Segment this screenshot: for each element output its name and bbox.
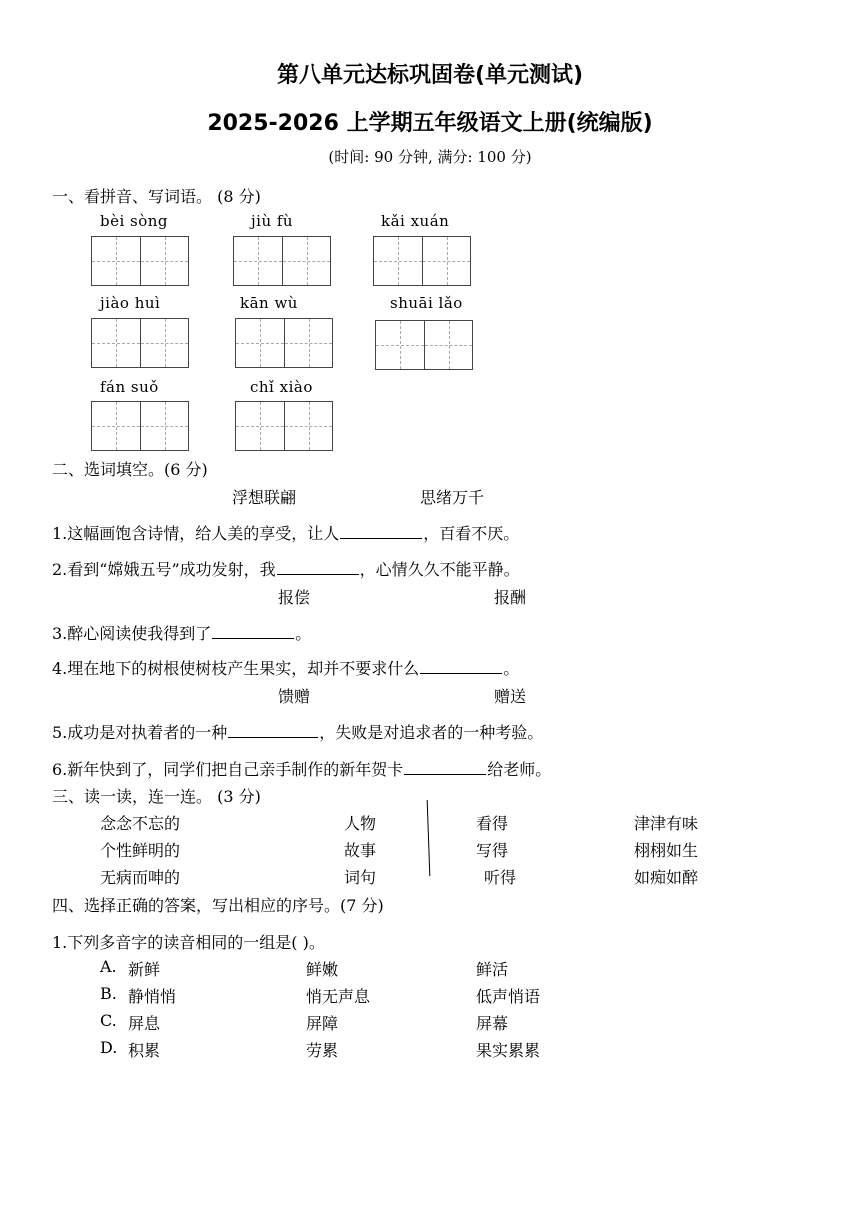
match-item[interactable]: 人物 <box>344 814 377 833</box>
pinyin-label: kān wù <box>240 294 298 312</box>
writing-grid[interactable] <box>91 318 189 368</box>
question-2-1: 1.这幅画饱含诗情，给人美的享受，让人 ，百看不厌。 <box>52 524 520 543</box>
option-label[interactable]: D. <box>100 1038 118 1057</box>
option-word: 劳累 <box>306 1041 339 1060</box>
question-2-5: 5.成功是对执着者的一种 ，失败是对追求者的一种考验。 <box>52 723 544 742</box>
page-subtitle: 2025-2026 上学期五年级语文上册(统编版) <box>207 111 653 136</box>
section1-heading: 一、看拼音、写词语。 (8 分) <box>52 187 261 206</box>
option-word: 积累 <box>128 1041 161 1060</box>
pinyin-label: jiù fù <box>251 212 294 230</box>
option-word: 屏幕 <box>476 1014 509 1033</box>
writing-grid[interactable] <box>235 401 333 451</box>
pinyin-label: jiào huì <box>100 294 161 312</box>
option-word: 新鲜 <box>128 960 161 979</box>
pinyin-label: fán suǒ <box>100 378 159 396</box>
word-choice: 浮想联翩 <box>232 488 297 507</box>
answer-blank[interactable] <box>404 773 486 775</box>
option-word: 屏障 <box>306 1014 339 1033</box>
option-word: 鲜嫩 <box>306 960 339 979</box>
section4-heading: 四、选择正确的答案，写出相应的序号。(7 分) <box>52 896 384 915</box>
option-label[interactable]: B. <box>100 984 117 1003</box>
answer-blank[interactable] <box>212 637 294 639</box>
word-choice: 思绪万千 <box>420 488 485 507</box>
question-4-1: 1.下列多音字的读音相同的一组是( )。 <box>52 933 325 952</box>
match-item[interactable]: 看得 <box>476 814 509 833</box>
option-word: 鲜活 <box>476 960 509 979</box>
match-item[interactable]: 写得 <box>476 841 509 860</box>
match-item[interactable]: 如痴如醉 <box>634 868 699 887</box>
writing-grid[interactable] <box>233 236 331 286</box>
section2-heading: 二、选词填空。(6 分) <box>52 460 208 479</box>
writing-grid[interactable] <box>235 318 333 368</box>
match-item[interactable]: 津津有味 <box>634 814 699 833</box>
answer-blank[interactable] <box>340 537 422 539</box>
match-item[interactable]: 词句 <box>344 868 377 887</box>
writing-grid[interactable] <box>375 320 473 370</box>
option-word: 静悄悄 <box>128 987 177 1006</box>
answer-blank[interactable] <box>228 736 318 738</box>
pinyin-label: chǐ xiào <box>250 378 313 396</box>
question-2-6: 6.新年快到了，同学们把自己亲手制作的新年贺卡 给老师。 <box>52 760 552 779</box>
word-choice: 赠送 <box>494 687 527 706</box>
option-label[interactable]: C. <box>100 1011 117 1030</box>
answer-blank[interactable] <box>277 573 359 575</box>
section3-heading: 三、读一读，连一连。 (3 分) <box>52 787 261 806</box>
word-choice: 报偿 <box>278 588 311 607</box>
pinyin-label: bèi sòng <box>100 212 169 230</box>
option-word: 悄无声息 <box>306 987 371 1006</box>
word-choice: 馈赠 <box>278 687 311 706</box>
match-item[interactable]: 念念不忘的 <box>100 814 181 833</box>
writing-grid[interactable] <box>91 401 189 451</box>
match-item[interactable]: 听得 <box>484 868 517 887</box>
column-divider <box>427 800 431 876</box>
pinyin-label: shuāi lǎo <box>390 294 463 312</box>
pinyin-label: kǎi xuán <box>381 212 450 230</box>
match-item[interactable]: 无病而呻的 <box>100 868 181 887</box>
option-word: 屏息 <box>128 1014 161 1033</box>
option-label[interactable]: A. <box>100 957 117 976</box>
page-title: 第八单元达标巩固卷(单元测试) <box>276 63 584 88</box>
answer-blank[interactable] <box>420 672 502 674</box>
question-2-2: 2.看到“嫦娥五号”成功发射，我 ，心情久久不能平静。 <box>52 560 520 579</box>
match-item[interactable]: 故事 <box>344 841 377 860</box>
match-item[interactable]: 栩栩如生 <box>634 841 699 860</box>
option-word: 低声悄语 <box>476 987 541 1006</box>
word-choice: 报酬 <box>494 588 527 607</box>
writing-grid[interactable] <box>373 236 471 286</box>
question-2-4: 4.埋在地下的树根使树枝产生果实，却并不要求什么 。 <box>52 659 520 678</box>
option-word: 果实累累 <box>476 1041 541 1060</box>
exam-meta: (时间: 90 分钟, 满分: 100 分) <box>328 148 532 166</box>
match-item[interactable]: 个性鲜明的 <box>100 841 181 860</box>
writing-grid[interactable] <box>91 236 189 286</box>
question-2-3: 3.醉心阅读使我得到了 。 <box>52 624 312 643</box>
